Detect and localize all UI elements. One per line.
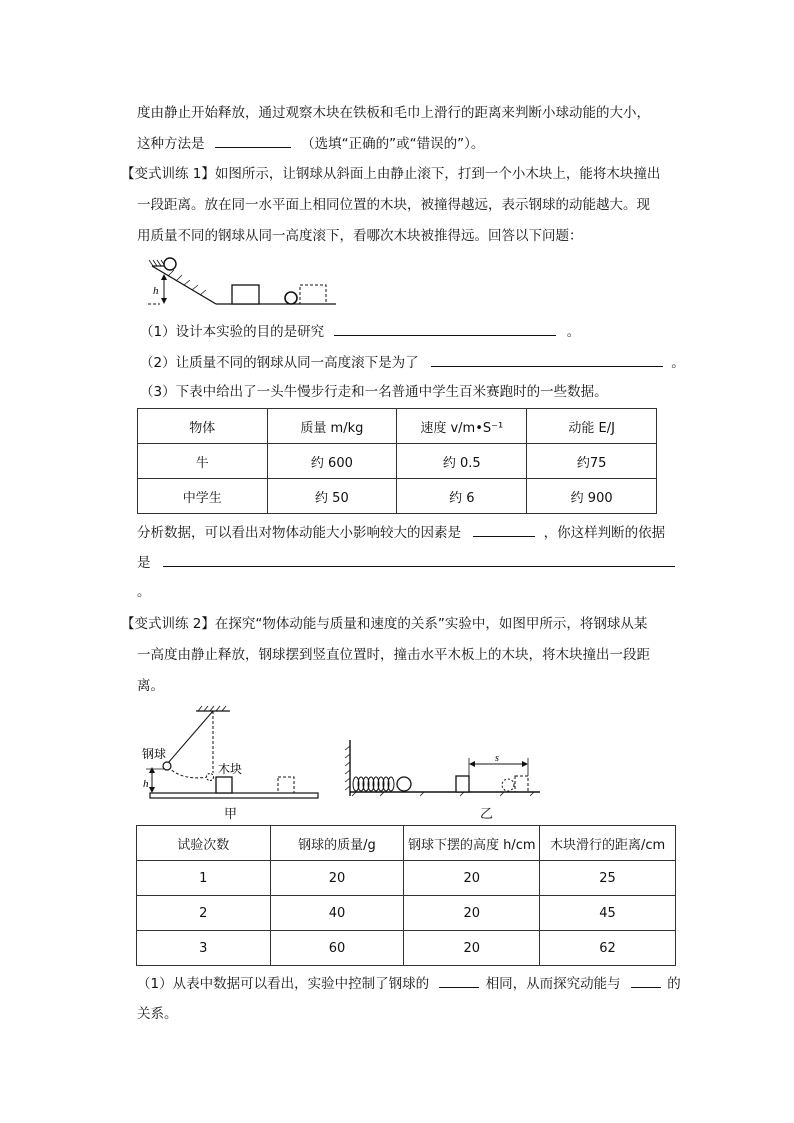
height-label: h [153, 285, 159, 297]
ex2-line-2: 一高度由静止释放，钢球摆到竖直位置时，撞击水平木板上的木块，将木块撞出一段距 [137, 647, 650, 663]
table-header-row [138, 409, 657, 444]
ex1-q2-suffix: 。 [671, 355, 685, 371]
table-cell: 40 [270, 896, 404, 931]
spring-figure [344, 736, 542, 802]
pendulum-figure [138, 705, 322, 801]
block-new-position [300, 285, 326, 304]
wood-board [150, 793, 318, 798]
ex1-analysis [137, 522, 665, 543]
ex2-line-3: 离。 [137, 678, 164, 694]
table-row [137, 896, 676, 931]
table-header: 钢球下摆的高度 h/cm [404, 826, 540, 861]
ex1-line-1: 【变式训练 1】如图所示，让钢球从斜面上由静止滚下，打到一个小木块上，能将木块撞出 [121, 166, 661, 182]
table-header: 质量 m/kg [267, 409, 397, 444]
table-cell: 25 [540, 861, 676, 896]
block-label: 木块 [218, 762, 243, 776]
table-cell: 45 [540, 896, 676, 931]
pendulum-height-label: h [143, 778, 149, 790]
ex2-q1-prefix: （1）从表中数据可以看出，实验中控制了钢球的 [137, 976, 430, 992]
table-cell: 60 [270, 931, 404, 966]
table-cell: 20 [404, 861, 540, 896]
ex2-line-1: 【变式训练 2】在探究“物体动能与质量和速度的关系”实验中，如图甲所示，将钢球从某 [121, 616, 648, 632]
table-row [138, 479, 657, 514]
incline-figure [148, 254, 338, 310]
answer-blank-factor[interactable] [473, 522, 535, 537]
ex1-q1-suffix: 。 [566, 324, 581, 340]
answer-blank-method[interactable] [215, 133, 291, 148]
answer-blank-purpose[interactable] [334, 321, 556, 336]
steel-ball-top [164, 258, 176, 270]
ex1-q1-prefix: （1）设计本实验的目的是研究 [140, 324, 325, 340]
table-header: 钢球的质量/g [270, 826, 404, 861]
table-cell: 中学生 [138, 479, 268, 514]
ex1-analysis-line-2 [137, 552, 675, 573]
figure-caption-yi: 乙 [480, 807, 494, 822]
answer-blank-reason[interactable] [431, 352, 663, 367]
table-cell: 约75 [527, 444, 657, 479]
ball-label: 钢球 [142, 747, 167, 761]
spring-ball [397, 777, 411, 791]
ex2-q1 [137, 973, 681, 994]
table-cell: 约 900 [527, 479, 657, 514]
table-cell: 约 6 [397, 479, 527, 514]
distance-label: s [495, 753, 499, 764]
answer-blank-basis[interactable] [163, 552, 675, 567]
ex1-q2 [140, 352, 685, 373]
ex1-q1 [140, 321, 580, 342]
intro-line-1: 度由静止开始释放，通过观察木块在铁板和毛巾上滑行的距离来判断小球动能的大小， [137, 105, 650, 121]
table-cell: 1 [137, 861, 271, 896]
ex2-q1-line-2: 关系。 [137, 1006, 178, 1022]
table-cell: 20 [404, 896, 540, 931]
experiment-table [136, 825, 676, 966]
table-cell: 约 600 [267, 444, 397, 479]
ex2-q1-suffix: 的 [667, 976, 681, 992]
table-row [138, 444, 657, 479]
intro-line-2 [137, 133, 484, 154]
table-cell: 20 [270, 861, 404, 896]
table-cell: 62 [540, 931, 676, 966]
pendulum-ball [163, 762, 171, 770]
wood-block [232, 285, 259, 304]
intro-line-2-suffix: （选填“正确的”或“错误的”）。 [301, 136, 485, 152]
ex1-analysis-line-2-text: 是 [137, 555, 151, 571]
intro-line-2-prefix: 这种方法是 [137, 136, 205, 152]
table-cell: 约 0.5 [397, 444, 527, 479]
steel-ball-bottom [285, 292, 297, 304]
ex1-line-2: 一段距离。放在同一水平面上相同位置的木块，被撞得越远，表示钢球的动能越大。现 [137, 197, 650, 213]
table-cell: 2 [137, 896, 271, 931]
table-cell: 20 [404, 931, 540, 966]
pendulum-block [216, 777, 232, 793]
ex1-q3: （3）下表中给出了一头牛慢步行走和一名普通中学生百米赛跑时的一些数据。 [140, 384, 608, 400]
ex1-analysis-prefix: 分析数据，可以看出对物体动能大小影响较大的因素是 [137, 525, 461, 541]
table-cell: 约 50 [267, 479, 397, 514]
table-cell: 牛 [138, 444, 268, 479]
table-header: 物体 [138, 409, 268, 444]
table-row [137, 861, 676, 896]
answer-blank-controlled[interactable] [439, 973, 479, 988]
ex1-line-3: 用质量不同的钢球从同一高度滚下，看哪次木块被推得远。回答以下问题： [137, 228, 583, 244]
table-cell: 3 [137, 931, 271, 966]
spring-block [456, 776, 469, 792]
ex2-q1-mid: 相同，从而探究动能与 [485, 976, 621, 992]
table-row [137, 931, 676, 966]
table-header: 木块滑行的距离/cm [540, 826, 676, 861]
ex1-analysis-suffix: ，你这样判断的依据 [543, 525, 666, 541]
table-header: 动能 E/J [527, 409, 657, 444]
answer-blank-relation[interactable] [631, 973, 661, 988]
table-header: 试验次数 [137, 826, 271, 861]
ex1-analysis-end: 。 [137, 584, 151, 600]
table-header: 速度 v/m•S⁻¹ [397, 409, 527, 444]
table-header-row [137, 826, 676, 861]
figure-caption-jia: 甲 [224, 807, 238, 822]
ex1-q2-prefix: （2）让质量不同的钢球从同一高度滚下是为了 [140, 355, 419, 371]
energy-table [137, 408, 657, 514]
